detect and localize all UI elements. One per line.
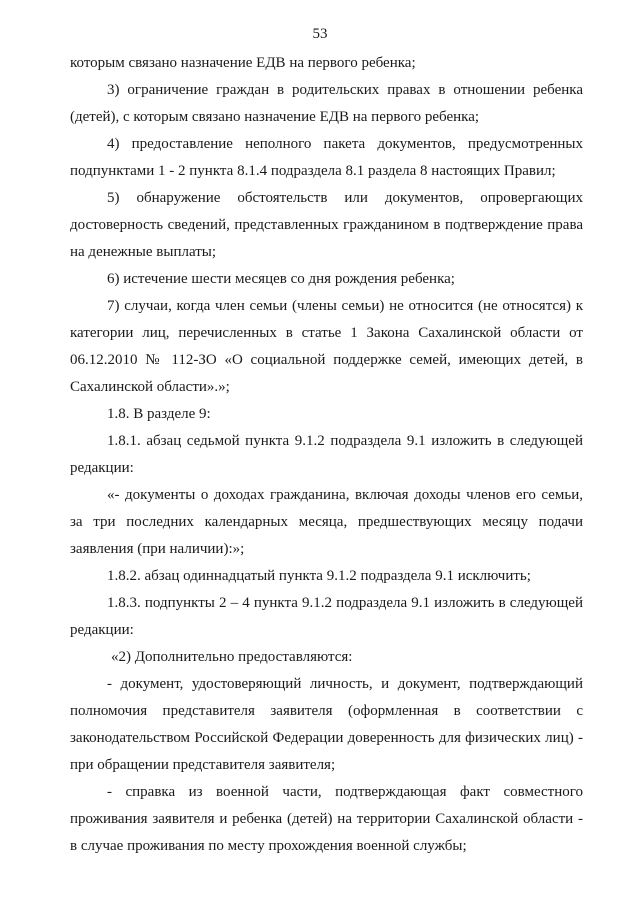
paragraph: 4) предоставление неполного пакета документов, предусмотренных подпунктами 1 - 2 пункта 8.1.4 подраздела 8.1 раздела 8 настоящих Правил; xyxy=(70,136,583,179)
paragraph: 1.8.1. абзац седьмой пункта 9.1.2 подраздела 9.1 изложить в следующей редакции: xyxy=(70,433,583,476)
paragraph: которым связано назначение ЕДВ на первого ребенка; xyxy=(70,55,416,71)
paragraph: 1.8.2. абзац одиннадцатый пункта 9.1.2 подраздела 9.1 исключить; xyxy=(107,568,531,584)
document-body xyxy=(70,50,583,860)
paragraph: - документ, удостоверяющий личность, и документ, подтверждающий полномочия представителя заявителя (оформленная в соответствии с законодательством Российской Федерации доверенность для физических лиц) - при обращении представителя заявителя; xyxy=(70,676,583,773)
paragraph: 1.8.3. подпункты 2 – 4 пункта 9.1.2 подраздела 9.1 изложить в следующей редакции: xyxy=(70,595,583,638)
paragraph: 3) ограничение граждан в родительских правах в отношении ребенка (детей), с которым связано назначение ЕДВ на первого ребенка; xyxy=(70,82,583,125)
paragraph: 5) обнаружение обстоятельств или документов, опровергающих достоверность сведений, представленных гражданином в подтверждение права на денежные выплаты; xyxy=(70,190,583,260)
paragraph: «- документы о доходах гражданина, включая доходы членов его семьи, за три последних календарных месяца, предшествующих месяцу подачи заявления (при наличии):»; xyxy=(70,487,583,557)
paragraph: 6) истечение шести месяцев со дня рождения ребенка; xyxy=(107,271,455,287)
paragraph: 7) случаи, когда член семьи (члены семьи) не относится (не относятся) к категории лиц, перечисленных в статье 1 Закона Сахалинской области от 06.12.2010 № 112-ЗО «О социальной поддержке семей, имеющих детей, в Сахалинской области».»; xyxy=(70,298,583,395)
page-number: 53 xyxy=(312,26,328,42)
paragraph: - справка из военной части, подтверждающая факт совместного проживания заявителя и ребенка (детей) на территории Сахалинской области - в случае проживания по месту прохождения военной службы; xyxy=(70,784,583,854)
paragraph: «2) Дополнительно предоставляются: xyxy=(111,649,353,665)
paragraph: 1.8. В разделе 9: xyxy=(107,406,211,422)
